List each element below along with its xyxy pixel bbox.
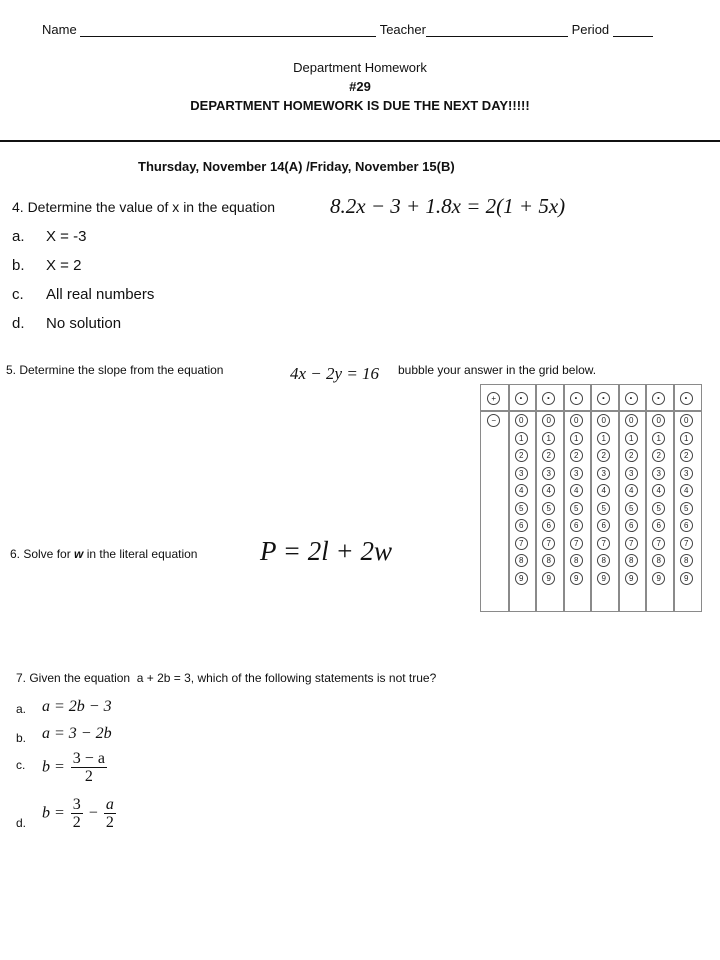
q4-choice-letter: a. xyxy=(12,228,25,245)
digit-bubble-6[interactable]: 6 xyxy=(515,519,528,532)
digit-bubble-0[interactable]: 0 xyxy=(597,414,610,427)
q5-suffix: bubble your answer in the grid below. xyxy=(398,363,597,377)
digit-bubble-5[interactable]: 5 xyxy=(515,502,528,515)
digit-bubble-6[interactable]: 6 xyxy=(652,519,665,532)
q7-choice-expression: a = 3 − 2b xyxy=(42,725,112,742)
digit-bubble-0[interactable]: 0 xyxy=(680,414,693,427)
q4-choice-a[interactable] xyxy=(12,228,86,245)
digit-bubble-2[interactable]: 2 xyxy=(515,449,528,462)
q7-choice-expression: a = 2b − 3 xyxy=(42,698,112,715)
digit-bubble-1[interactable]: 1 xyxy=(597,432,610,445)
plus-sign-bubble[interactable]: + xyxy=(487,392,500,405)
q5-prompt: 5. Determine the slope from the equation xyxy=(6,363,224,377)
q4-choice-text: X = -3 xyxy=(46,228,87,245)
digit-bubble-5[interactable]: 5 xyxy=(597,502,610,515)
digit-bubble-4[interactable]: 4 xyxy=(625,484,638,497)
digit-bubble-4[interactable]: 4 xyxy=(570,484,583,497)
digit-bubble-2[interactable]: 2 xyxy=(542,449,555,462)
digit-bubble-4[interactable]: 4 xyxy=(680,484,693,497)
q5-equation: 4x − 2y = 16 xyxy=(290,364,380,383)
period-field[interactable] xyxy=(613,22,653,37)
decimal-point-bubble[interactable]: · xyxy=(625,392,638,405)
name-label: Name xyxy=(42,22,77,37)
decimal-point-bubble[interactable]: · xyxy=(652,392,665,405)
q7-choice-letter: a. xyxy=(16,702,27,716)
decimal-point-bubble[interactable]: · xyxy=(542,392,555,405)
digit-bubble-9[interactable]: 9 xyxy=(597,572,610,585)
digit-bubble-0[interactable]: 0 xyxy=(515,414,528,427)
q6-equation: P = 2l + 2w xyxy=(260,536,392,566)
digit-bubble-8[interactable]: 8 xyxy=(680,554,693,567)
period-label: Period xyxy=(571,22,610,37)
decimal-point-bubble[interactable]: · xyxy=(680,392,693,405)
q7-d-lhs: b = xyxy=(42,804,65,822)
digit-bubble-2[interactable]: 2 xyxy=(625,449,638,462)
digit-bubble-7[interactable]: 7 xyxy=(570,537,583,550)
name-teacher-period-line xyxy=(42,22,653,37)
homework-number: #29 xyxy=(349,79,371,94)
q4-choice-text: X = 2 xyxy=(46,257,82,274)
q7-d-numerator-1: 3 xyxy=(72,796,81,813)
q7-choice-letter: b. xyxy=(16,731,27,745)
digit-bubble-5[interactable]: 5 xyxy=(652,502,665,515)
digit-bubble-6[interactable]: 6 xyxy=(570,519,583,532)
digit-bubble-2[interactable]: 2 xyxy=(652,449,665,462)
q7-prompt: 7. Given the equation a + 2b = 3, which of the following statements is not true? xyxy=(16,671,437,685)
q4-prompt: 4. Determine the value of x in the equation xyxy=(12,199,276,215)
q4-choice-c[interactable] xyxy=(12,286,154,303)
q7-choice-expression xyxy=(42,796,118,831)
digit-bubble-1[interactable]: 1 xyxy=(625,432,638,445)
q7-d-denominator-2: 2 xyxy=(105,814,114,831)
q6-prompt-post: in the literal equation xyxy=(86,547,198,561)
due-notice: DEPARTMENT HOMEWORK IS DUE THE NEXT DAY!!!!! xyxy=(190,98,530,113)
q4-choice-letter: c. xyxy=(12,286,24,303)
q4-choice-letter: b. xyxy=(12,257,25,274)
grid-column xyxy=(480,410,510,612)
digit-bubble-4[interactable]: 4 xyxy=(652,484,665,497)
q4-choice-b[interactable] xyxy=(12,257,81,274)
digit-bubble-0[interactable]: 0 xyxy=(570,414,583,427)
digit-bubble-0[interactable]: 0 xyxy=(652,414,665,427)
q4-equation: 8.2x − 3 + 1.8x = 2(1 + 5x) xyxy=(330,194,566,218)
digit-bubble-4[interactable]: 4 xyxy=(515,484,528,497)
digit-bubble-9[interactable]: 9 xyxy=(515,572,528,585)
digit-bubble-3[interactable]: 3 xyxy=(570,467,583,480)
digit-bubble-2[interactable]: 2 xyxy=(570,449,583,462)
digit-bubble-1[interactable]: 1 xyxy=(515,432,528,445)
digit-bubble-4[interactable]: 4 xyxy=(542,484,555,497)
digit-bubble-7[interactable]: 7 xyxy=(625,537,638,550)
digit-bubble-9[interactable]: 9 xyxy=(652,572,665,585)
q7-d-denominator-1: 2 xyxy=(72,814,81,831)
digit-bubble-8[interactable]: 8 xyxy=(625,554,638,567)
digit-bubble-1[interactable]: 1 xyxy=(570,432,583,445)
decimal-point-bubble[interactable]: · xyxy=(597,392,610,405)
digit-bubble-2[interactable]: 2 xyxy=(680,449,693,462)
digit-bubble-9[interactable]: 9 xyxy=(542,572,555,585)
q7-d-numerator-2: a xyxy=(105,796,114,813)
digit-bubble-5[interactable]: 5 xyxy=(570,502,583,515)
digit-bubble-4[interactable]: 4 xyxy=(597,484,610,497)
digit-bubble-9[interactable]: 9 xyxy=(625,572,638,585)
digit-bubble-1[interactable]: 1 xyxy=(680,432,693,445)
q6-prompt xyxy=(10,547,197,561)
q7-d-operator: − xyxy=(88,804,98,822)
digit-bubble-6[interactable]: 6 xyxy=(680,519,693,532)
digit-bubble-0[interactable]: 0 xyxy=(542,414,555,427)
digit-bubble-1[interactable]: 1 xyxy=(652,432,665,445)
digit-bubble-8[interactable]: 8 xyxy=(515,554,528,567)
digit-bubble-8[interactable]: 8 xyxy=(542,554,555,567)
digit-bubble-5[interactable]: 5 xyxy=(542,502,555,515)
course-title: Department Homework xyxy=(293,60,427,75)
q4-choice-letter: d. xyxy=(12,315,25,332)
decimal-point-bubble[interactable]: · xyxy=(570,392,583,405)
q7-c-denominator: 2 xyxy=(84,768,93,785)
teacher-field[interactable] xyxy=(426,22,568,37)
digit-bubble-3[interactable]: 3 xyxy=(625,467,638,480)
digit-bubble-7[interactable]: 7 xyxy=(597,537,610,550)
digit-bubble-0[interactable]: 0 xyxy=(625,414,638,427)
minus-sign-bubble[interactable]: − xyxy=(487,414,500,427)
digit-bubble-6[interactable]: 6 xyxy=(625,519,638,532)
q6-variable: w xyxy=(74,547,84,561)
q7-c-lhs: b = xyxy=(42,758,65,776)
q4-choice-d[interactable] xyxy=(12,315,121,332)
digit-bubble-8[interactable]: 8 xyxy=(570,554,583,567)
digit-bubble-7[interactable]: 7 xyxy=(652,537,665,550)
digit-bubble-9[interactable]: 9 xyxy=(680,572,693,585)
digit-bubble-3[interactable]: 3 xyxy=(652,467,665,480)
q7-choice-letter: d. xyxy=(16,816,27,830)
digit-bubble-9[interactable]: 9 xyxy=(570,572,583,585)
digit-bubble-6[interactable]: 6 xyxy=(542,519,555,532)
digit-bubble-3[interactable]: 3 xyxy=(680,467,693,480)
q7-choice-expression xyxy=(42,750,109,785)
name-field[interactable] xyxy=(80,22,376,37)
teacher-label: Teacher xyxy=(379,22,426,37)
digit-bubble-7[interactable]: 7 xyxy=(515,537,528,550)
digit-bubble-7[interactable]: 7 xyxy=(542,537,555,550)
header-divider xyxy=(0,140,720,142)
q4-choice-text: All real numbers xyxy=(46,286,155,303)
digit-bubble-5[interactable]: 5 xyxy=(625,502,638,515)
digit-bubble-3[interactable]: 3 xyxy=(515,467,528,480)
digit-bubble-8[interactable]: 8 xyxy=(652,554,665,567)
digit-bubble-1[interactable]: 1 xyxy=(542,432,555,445)
q4-choice-text: No solution xyxy=(46,315,122,332)
digit-bubble-3[interactable]: 3 xyxy=(542,467,555,480)
date-line: Thursday, November 14(A) /Friday, November 15(B) xyxy=(138,159,455,174)
q7-c-numerator: 3 − a xyxy=(72,750,105,767)
digit-bubble-7[interactable]: 7 xyxy=(680,537,693,550)
digit-bubble-6[interactable]: 6 xyxy=(597,519,610,532)
q6-prompt-pre: 6. Solve for xyxy=(10,547,71,561)
answer-grid xyxy=(480,384,700,610)
digit-bubble-5[interactable]: 5 xyxy=(680,502,693,515)
q7-choice-letter: c. xyxy=(16,758,26,772)
decimal-point-bubble[interactable]: · xyxy=(515,392,528,405)
digit-bubble-8[interactable]: 8 xyxy=(597,554,610,567)
digit-bubble-3[interactable]: 3 xyxy=(597,467,610,480)
digit-bubble-2[interactable]: 2 xyxy=(597,449,610,462)
